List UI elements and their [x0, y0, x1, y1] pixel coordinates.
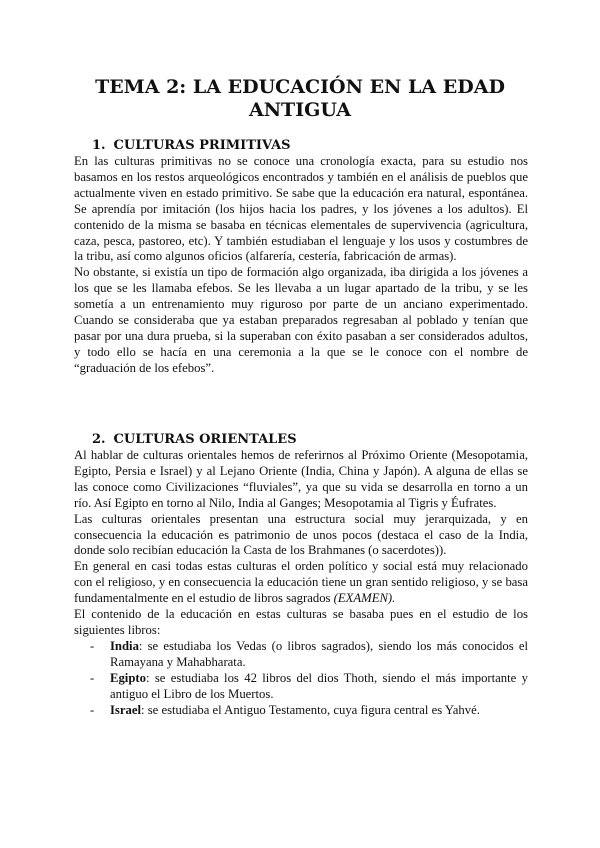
list-dash: -	[90, 670, 95, 685]
list-dash: -	[90, 638, 95, 653]
section-1-paragraph-1: En las culturas primitivas no se conoce una cronología exacta, para su estudio nos basamos en los restos arqueológicos encontrados y también en el análisis de pueblos que actualmente viven en estado primitivo. Se sabe que la educación era natural, espontánea. Se aprendía por imitación (los hijos hacia los padres, y los jóvenes a los adultos). El contenido de la misma se basaba en técnicas elementales de supervivencia (agricultura, caza, pesca, pastoreo, etc). Y también estudiaban el lenguaje y los usos y costumbres de la tribu, así como algunos oficios (alfarería, cestería, fabricación de armas).	[74, 154, 528, 264]
list-term-egipto: Egipto	[110, 670, 146, 685]
list-term-israel: Israel	[110, 702, 142, 717]
section-2-paragraph-2: Las culturas orientales presentan una estructura social muy jerarquizada, y en consecuencia la educación es patrimonio de unos pocos (destaca el caso de la India, donde solo recibían educación la Casta de los Brahmanes (o sacerdotes)).	[74, 511, 528, 558]
section-2-heading	[92, 431, 297, 448]
section-1-number: 1.	[92, 138, 106, 153]
exam-note: (EXAMEN).	[333, 591, 396, 606]
list-item-india	[74, 639, 528, 671]
list-item-israel	[74, 703, 528, 719]
section-2-body	[74, 448, 528, 718]
books-list	[74, 639, 528, 719]
list-item-egipto	[74, 671, 528, 703]
list-term-india: India	[110, 638, 139, 653]
section-2-title: CULTURAS ORIENTALES	[113, 432, 297, 447]
section-1-paragraph-2: No obstante, si existía un tipo de formación algo organizada, iba dirigida a los jóvenes a los que se les llamaba efebos. Se les llevaba a un lugar apartado de la tribu, y se les sometía a un entrenamiento muy riguroso por parte de un anciano experimentado. Cuando se consideraba que ya estaban preparados regresaban al poblado y tenían que pasar por una dura prueba, si la superaban con éxito pasaban a ser considerados adultos, y todo ello se hacía en una ceremonia a la que se le conoce con el nombre de “graduación de los efebos”.	[74, 265, 528, 375]
list-text-israel: : se estudiaba el Antiguo Testamento, cuya figura central es Yahvé.	[141, 702, 480, 717]
title-line-1: TEMA 2: LA EDUCACIÓN EN LA EDAD	[95, 76, 505, 98]
list-text-india: : se estudiaba los Vedas (o libros sagrados), siendo los más conocidos el Ramayana y Mahabharata.	[110, 638, 528, 669]
section-1-title: CULTURAS PRIMITIVAS	[113, 138, 291, 153]
section-1-heading	[92, 137, 291, 154]
section-2-number: 2.	[92, 432, 106, 447]
section-2-paragraph-1: Al hablar de culturas orientales hemos de referirnos al Próximo Oriente (Mesopotamia, Egipto, Persia e Israel) y al Lejano Oriente (India, China y Japón). A alguna de ellas se las conoce como Civilizaciones “fluviales”, ya que su vida se desarrolla en torno a un río. Así Egipto en torno al Nilo, India al Ganges; Mesopotamia al Tigris y Éufrates.	[74, 448, 528, 510]
document-title	[60, 76, 540, 122]
paragraph-3-text: En general en casi todas estas culturas el orden político y social está muy relacionado con el religioso, y en consecuencia la educación tiene un gran sentido religioso, y se basa fundamentalmente en el estudio de libros sagrados	[74, 559, 528, 606]
section-2-paragraph-3	[74, 559, 528, 607]
list-dash: -	[90, 702, 95, 717]
section-2-paragraph-4: El contenido de la educación en estas culturas se basaba pues en el estudio de los siguientes libros:	[74, 607, 528, 637]
title-line-2: ANTIGUA	[248, 99, 352, 121]
section-1-body	[74, 154, 528, 377]
list-text-egipto: : se estudiaba los 42 libros del dios Thoth, siendo el más importante y antiguo el Libro de los Muertos.	[110, 670, 528, 701]
